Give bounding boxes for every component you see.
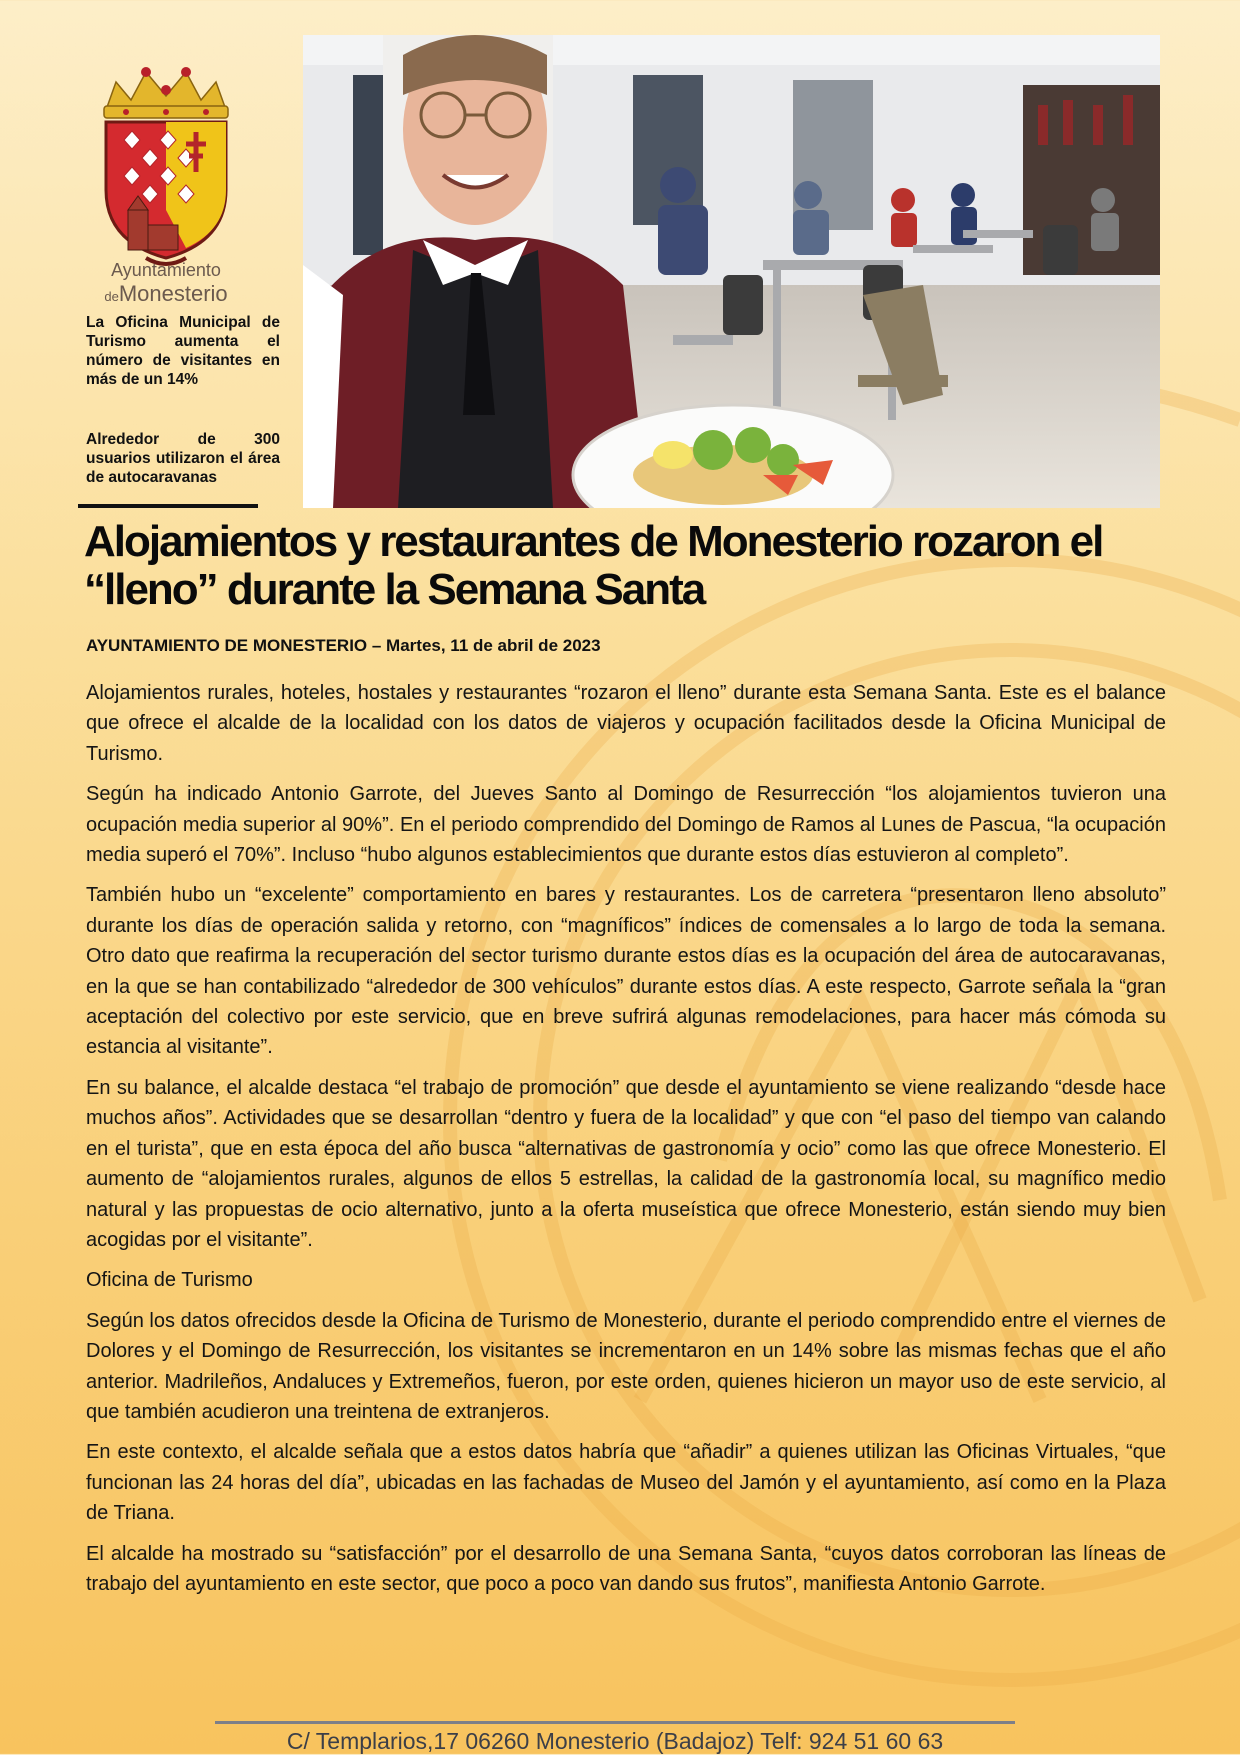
article-paragraph: Según ha indicado Antonio Garrote, del Jueves Santo al Domingo de Resurrección “los alojamientos tuvieron una ocupación media superior al 90%”. En el periodo comprendido del Domingo de Ramos al Lunes de Pascua, “la ocupación media superó el 70%”. Incluso “hubo algunos establecimientos que durante estos días estuvieron al completo”. [86,783,1166,867]
article-body [86,678,1166,1609]
logo-text-monesterio: deMonesterio [104,281,228,306]
article-headline: Alojamientos y restaurantes de Monesterio rozaron el “lleno” durante la Semana Santa [84,517,1103,614]
restaurant-photo [303,35,1160,508]
article-paragraph: También hubo un “excelente” comportamiento en bares y restaurantes. Los de carretera “presentaron lleno absoluto” durante los días de operación salida y retorno, con “magníficos” índices de comensales a lo largo de toda la semana. Otro dato que reafirma la recuperación del sector turismo durante estos días es la ocupación del área de autocaravanas, en la que se han contabilizado “alrededor de 300 vehículos” durante estos días. A este respecto, Garrote señala la “gran aceptación del colectivo por este servicio, que en breve sufrirá algunas remodelaciones, para hacer más cómoda su estancia al visitante”. [86,884,1166,1059]
logo-text-ayuntamiento: Ayuntamiento [111,260,221,280]
article-paragraph: Alojamientos rurales, hoteles, hostales y restaurantes “rozaron el lleno” durante esta Semana Santa. Este es el balance que ofrece el alcalde de la localidad con los datos de viajeros y ocupación facilitados desde la Oficina Municipal de Turismo. [86,682,1166,765]
article-byline: AYUNTAMIENTO DE MONESTERIO – Martes, 11 de abril de 2023 [86,636,601,655]
article-paragraph: En su balance, el alcalde destaca “el trabajo de promoción” que desde el ayuntamiento se viene realizando “desde hace muchos años”. Actividades que se desarrollan “dentro y fuera de la localidad” y que con “el paso del tiempo van calando en el turista”, que en esta época del año busca “alternativas de gastronomía y ocio” como las que ofrece Monesterio. El aumento de “alojamientos rurales, algunos de ellos 5 estrellas, la calidad de la gastronomía local, su magnífico medio natural y las propuestas de ocio alternativo, junto a la oferta museística que ofrece Monesterio, están siendo muy bien acogidas por el visitante”. [86,1076,1166,1251]
sidebar-divider [78,504,258,508]
article-paragraph: En este contexto, el alcalde señala que a estos datos habría que “añadir” a quienes utilizan las Oficinas Virtuales, “que funcionan las 24 horas del día”, ubicadas en las fachadas de Museo del Jamón y el ayuntamiento, así como en la Plaza de Triana. [86,1441,1166,1525]
footer-address: C/ Templarios,17 06260 Monesterio (Badajoz) Telf: 924 51 60 63 [286,1728,944,1754]
footer-divider [215,1721,1015,1724]
article-subheading: Oficina de Turismo [86,1269,253,1292]
article-paragraph: Según los datos ofrecidos desde la Oficina de Turismo de Monesterio, durante el periodo comprendido entre el viernes de Dolores y el Domingo de Resurrección, los visitantes se incrementaron en un 14% sobre las mismas fechas que el año anterior. Madrileños, Andaluces y Extremeños, fueron, por este orden, quienes hicieron un mayor uso de este servicio, al que también acudieron una treintena de extranjeros. [86,1309,1166,1423]
article-paragraph: El alcalde ha mostrado su “satisfacción” por el desarrollo de una Semana Santa, “cuyos datos corroboran las líneas de trabajo del ayuntamiento en este sector, que poco a poco van dando sus frutos”, manifiesta Antonio Garrote. [86,1542,1166,1595]
sidebar-highlight-visitors: La Oficina Municipal de Turismo aumenta el número de visitantes en más de un 14% [86,314,280,388]
sidebar-highlight-campervans: Alrededor de 300 usuarios utilizaron el área de autocaravanas [86,431,280,486]
